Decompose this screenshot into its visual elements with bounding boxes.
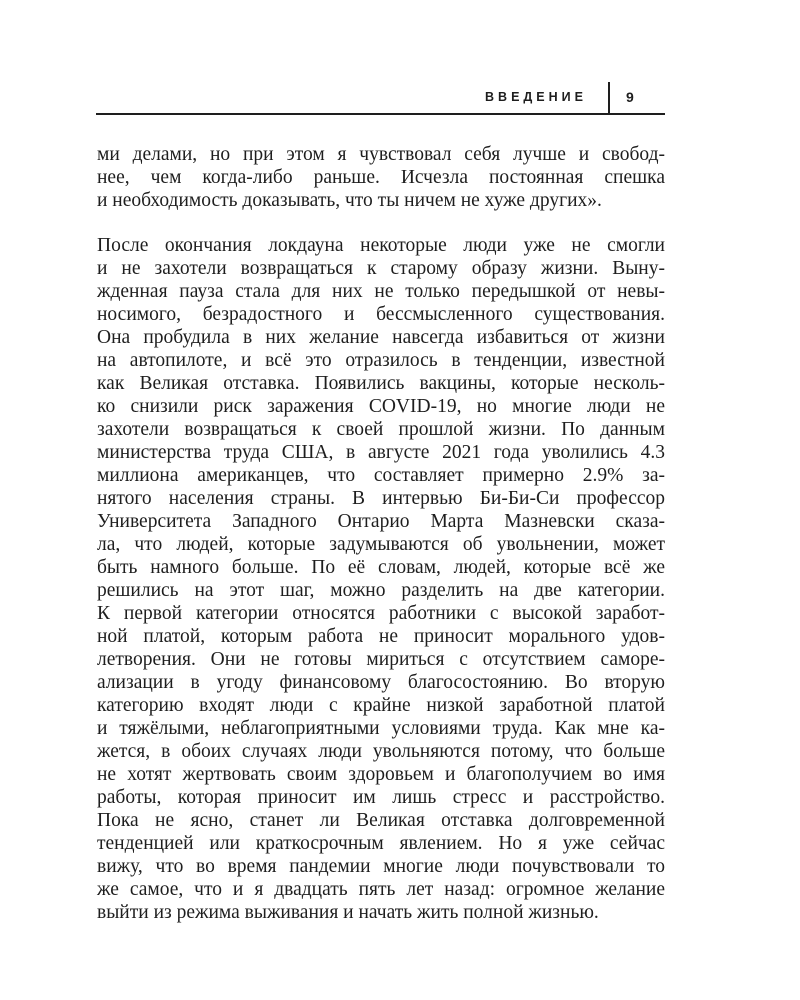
text-line: ла, что людей, которые задумываются об увольнении, может (97, 534, 665, 555)
text-line: жется, в обоих случаях люди увольняются потому, что больше (97, 741, 665, 762)
text-line: категорию входят люди с крайне низкой заработной платой (97, 695, 665, 716)
text-line: быть намного больше. По её словам, людей, которые всё же (97, 557, 665, 578)
text-line: нятого населения страны. В интервью Би-Би-Си профессор (97, 488, 665, 509)
text-line: не хотят жертвовать своим здоровьем и благополучием во имя (97, 764, 665, 785)
text-line: Университета Западного Онтарио Марта Мазневски сказа- (97, 511, 665, 532)
text-line: захотели возвращаться к своей прошлой жизни. По данным (97, 419, 665, 440)
text-line: нее, чем когда-либо раньше. Исчезла постоянная спешка (97, 167, 665, 188)
header-rule (96, 113, 665, 115)
text-line: ко снизили риск заражения COVID-19, но многие люди не (97, 396, 665, 417)
text-line: как Великая отставка. Появились вакцины, которые несколь- (97, 373, 665, 394)
text-line: ной платой, которым работа не приносит морального удов- (97, 626, 665, 647)
text-line: и не захотели возвращаться к старому образу жизни. Выну- (97, 258, 665, 279)
text-line: и тяжёлыми, неблагоприятными условиями труда. Как мне ка- (97, 718, 665, 739)
text-line: ализации в угоду финансовому благосостоянию. Во вторую (97, 672, 665, 693)
text-line: и необходимость доказывать, что ты ничем не хуже других». (97, 190, 602, 211)
running-header (96, 82, 665, 114)
header-divider (608, 82, 610, 114)
text-line: К первой категории относятся работники с высокой заработ- (97, 603, 665, 624)
text-line: на автопилоте, и всё это отразилось в тенденции, известной (97, 350, 665, 371)
text-line: Пока не ясно, станет ли Великая отставка долговременной (97, 810, 665, 831)
page-number: 9 (626, 89, 634, 105)
text-line: тенденцией или краткосрочным явлением. Но я уже сейчас (97, 833, 665, 854)
text-line: ми делами, но при этом я чувствовал себя лучше и свобод- (97, 144, 665, 165)
text-line: решились на этот шаг, можно разделить на две категории. (97, 580, 665, 601)
text-line: работы, которая приносит им лишь стресс и расстройство. (97, 787, 665, 808)
text-line: вижу, что во время пандемии многие люди почувствовали то (97, 856, 665, 877)
section-title: ВВЕДЕНИЕ (485, 90, 587, 104)
text-line: После окончания локдауна некоторые люди уже не смогли (97, 235, 665, 256)
text-line: же самое, что и я двадцать пять лет назад: огромное желание (97, 879, 665, 900)
text-line: выйти из режима выживания и начать жить полной жизнью. (97, 902, 599, 923)
text-line: летворения. Они не готовы мириться с отсутствием саморе- (97, 649, 665, 670)
text-line: министерства труда США, в августе 2021 года уволились 4.3 (97, 442, 665, 463)
text-line: Она пробудила в них желание навсегда избавиться от жизни (97, 327, 665, 348)
text-line: жденная пауза стала для них не только передышкой от невы- (97, 281, 665, 302)
text-line: носимого, безрадостного и бессмысленного существования. (97, 304, 665, 325)
text-line: миллиона американцев, что составляет примерно 2.9% за- (97, 465, 665, 486)
